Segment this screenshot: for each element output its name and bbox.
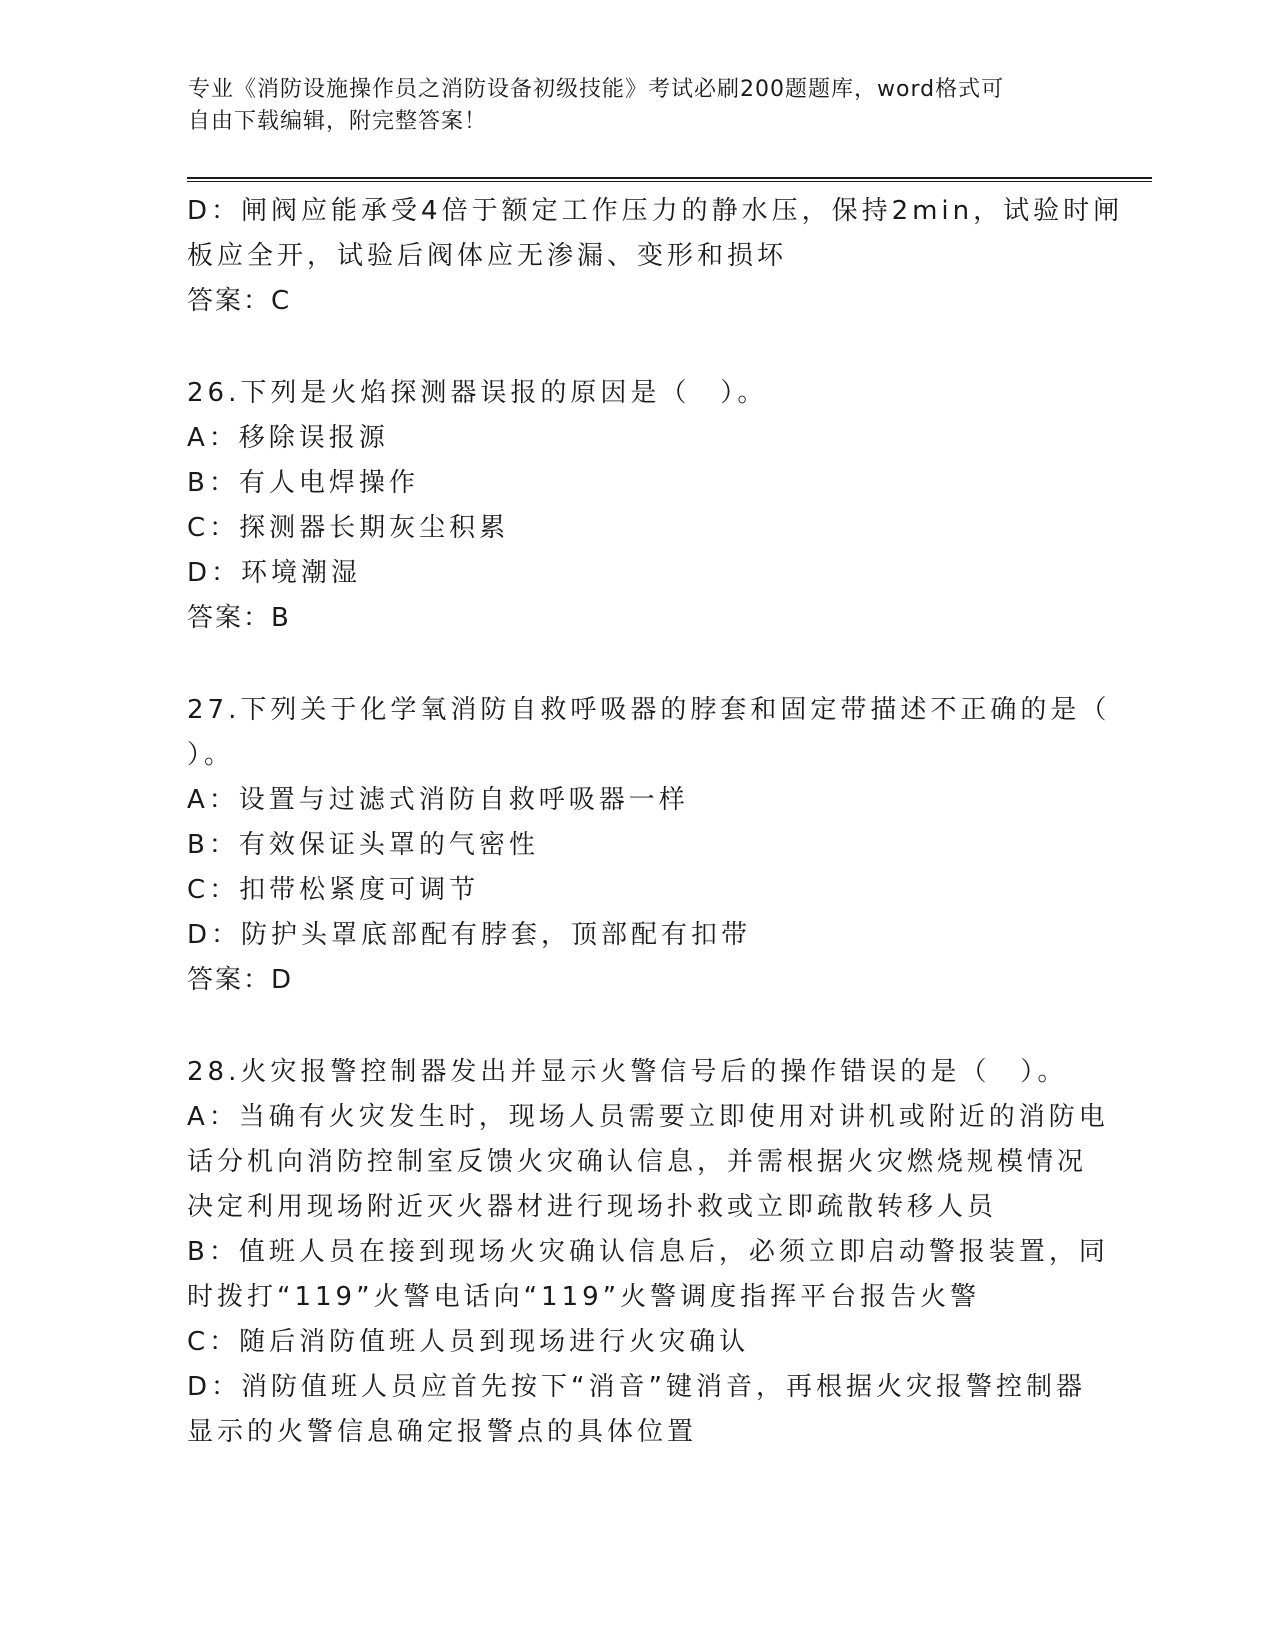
question-stem: 26.下列是火焰探测器误报的原因是（ ）。 xyxy=(187,378,768,408)
option-d: D：防护头罩底部配有脖套，顶部配有扣带 xyxy=(187,920,752,950)
option-d: D：环境潮湿 xyxy=(187,558,362,588)
answer-line: 答案：D xyxy=(187,965,294,995)
option-c: C：随后消防值班人员到现场进行火灾确认 xyxy=(187,1327,750,1357)
header-divider xyxy=(187,177,1152,182)
question-stem: 28.火灾报警控制器发出并显示火警信号后的操作错误的是（ ）。 xyxy=(187,1057,1068,1087)
option-b-continued: 时拨打“119”火警电话向“119”火警调度指挥平台报告火警 xyxy=(187,1282,981,1312)
option-a: A：当确有火灾发生时，现场人员需要立即使用对讲机或附近的消防电 xyxy=(187,1102,1109,1132)
option-c: C：扣带松紧度可调节 xyxy=(187,875,480,905)
header-line-1: 专业《消防设施操作员之消防设备初级技能》考试必刷200题题库，word格式可 xyxy=(188,77,1005,102)
option-a-continued: 话分机向消防控制室反馈火灾确认信息，并需根据火灾燃烧规模情况 xyxy=(187,1147,1088,1177)
option-a: A：移除误报源 xyxy=(187,423,389,453)
document-body xyxy=(187,189,1124,1455)
option-b: B：有人电焊操作 xyxy=(187,468,419,498)
answer-line: 答案：C xyxy=(187,286,292,316)
question-25-tail xyxy=(187,189,1124,324)
header-line-2: 自由下载编辑，附完整答案！ xyxy=(188,109,488,134)
option-d-continued: 显示的火警信息确定报警点的具体位置 xyxy=(187,1417,698,1447)
answer-line: 答案：B xyxy=(187,603,291,633)
spacer xyxy=(187,641,1087,688)
page-header xyxy=(188,74,1088,138)
option-a-continued: 决定利用现场附近灭火器材进行现场扑救或立即疏散转移人员 xyxy=(187,1192,998,1222)
question-26 xyxy=(187,371,1087,641)
option-c: C：探测器长期灰尘积累 xyxy=(187,513,510,543)
question-stem: 27.下列关于化学氧消防自救呼吸器的脖套和固定带描述不正确的是（ xyxy=(187,695,1111,725)
option-d-continued: 板应全开，试验后阀体应无渗漏、变形和损坏 xyxy=(187,241,788,271)
spacer xyxy=(187,1003,1087,1050)
option-b: B：有效保证头罩的气密性 xyxy=(187,830,539,860)
question-stem-continued: ）。 xyxy=(187,740,235,770)
question-27 xyxy=(187,688,1111,1003)
option-d: D：消防值班人员应首先按下“消音”键消音，再根据火灾报警控制器 xyxy=(187,1372,1086,1402)
option-a: A：设置与过滤式消防自救呼吸器一样 xyxy=(187,785,689,815)
question-28 xyxy=(187,1050,1109,1455)
option-d: D：闸阀应能承受4倍于额定工作压力的静水压，保持2min，试验时闸 xyxy=(187,196,1124,226)
option-b: B：值班人员在接到现场火灾确认信息后，必须立即启动警报装置，同 xyxy=(187,1237,1109,1267)
spacer xyxy=(187,324,1087,371)
